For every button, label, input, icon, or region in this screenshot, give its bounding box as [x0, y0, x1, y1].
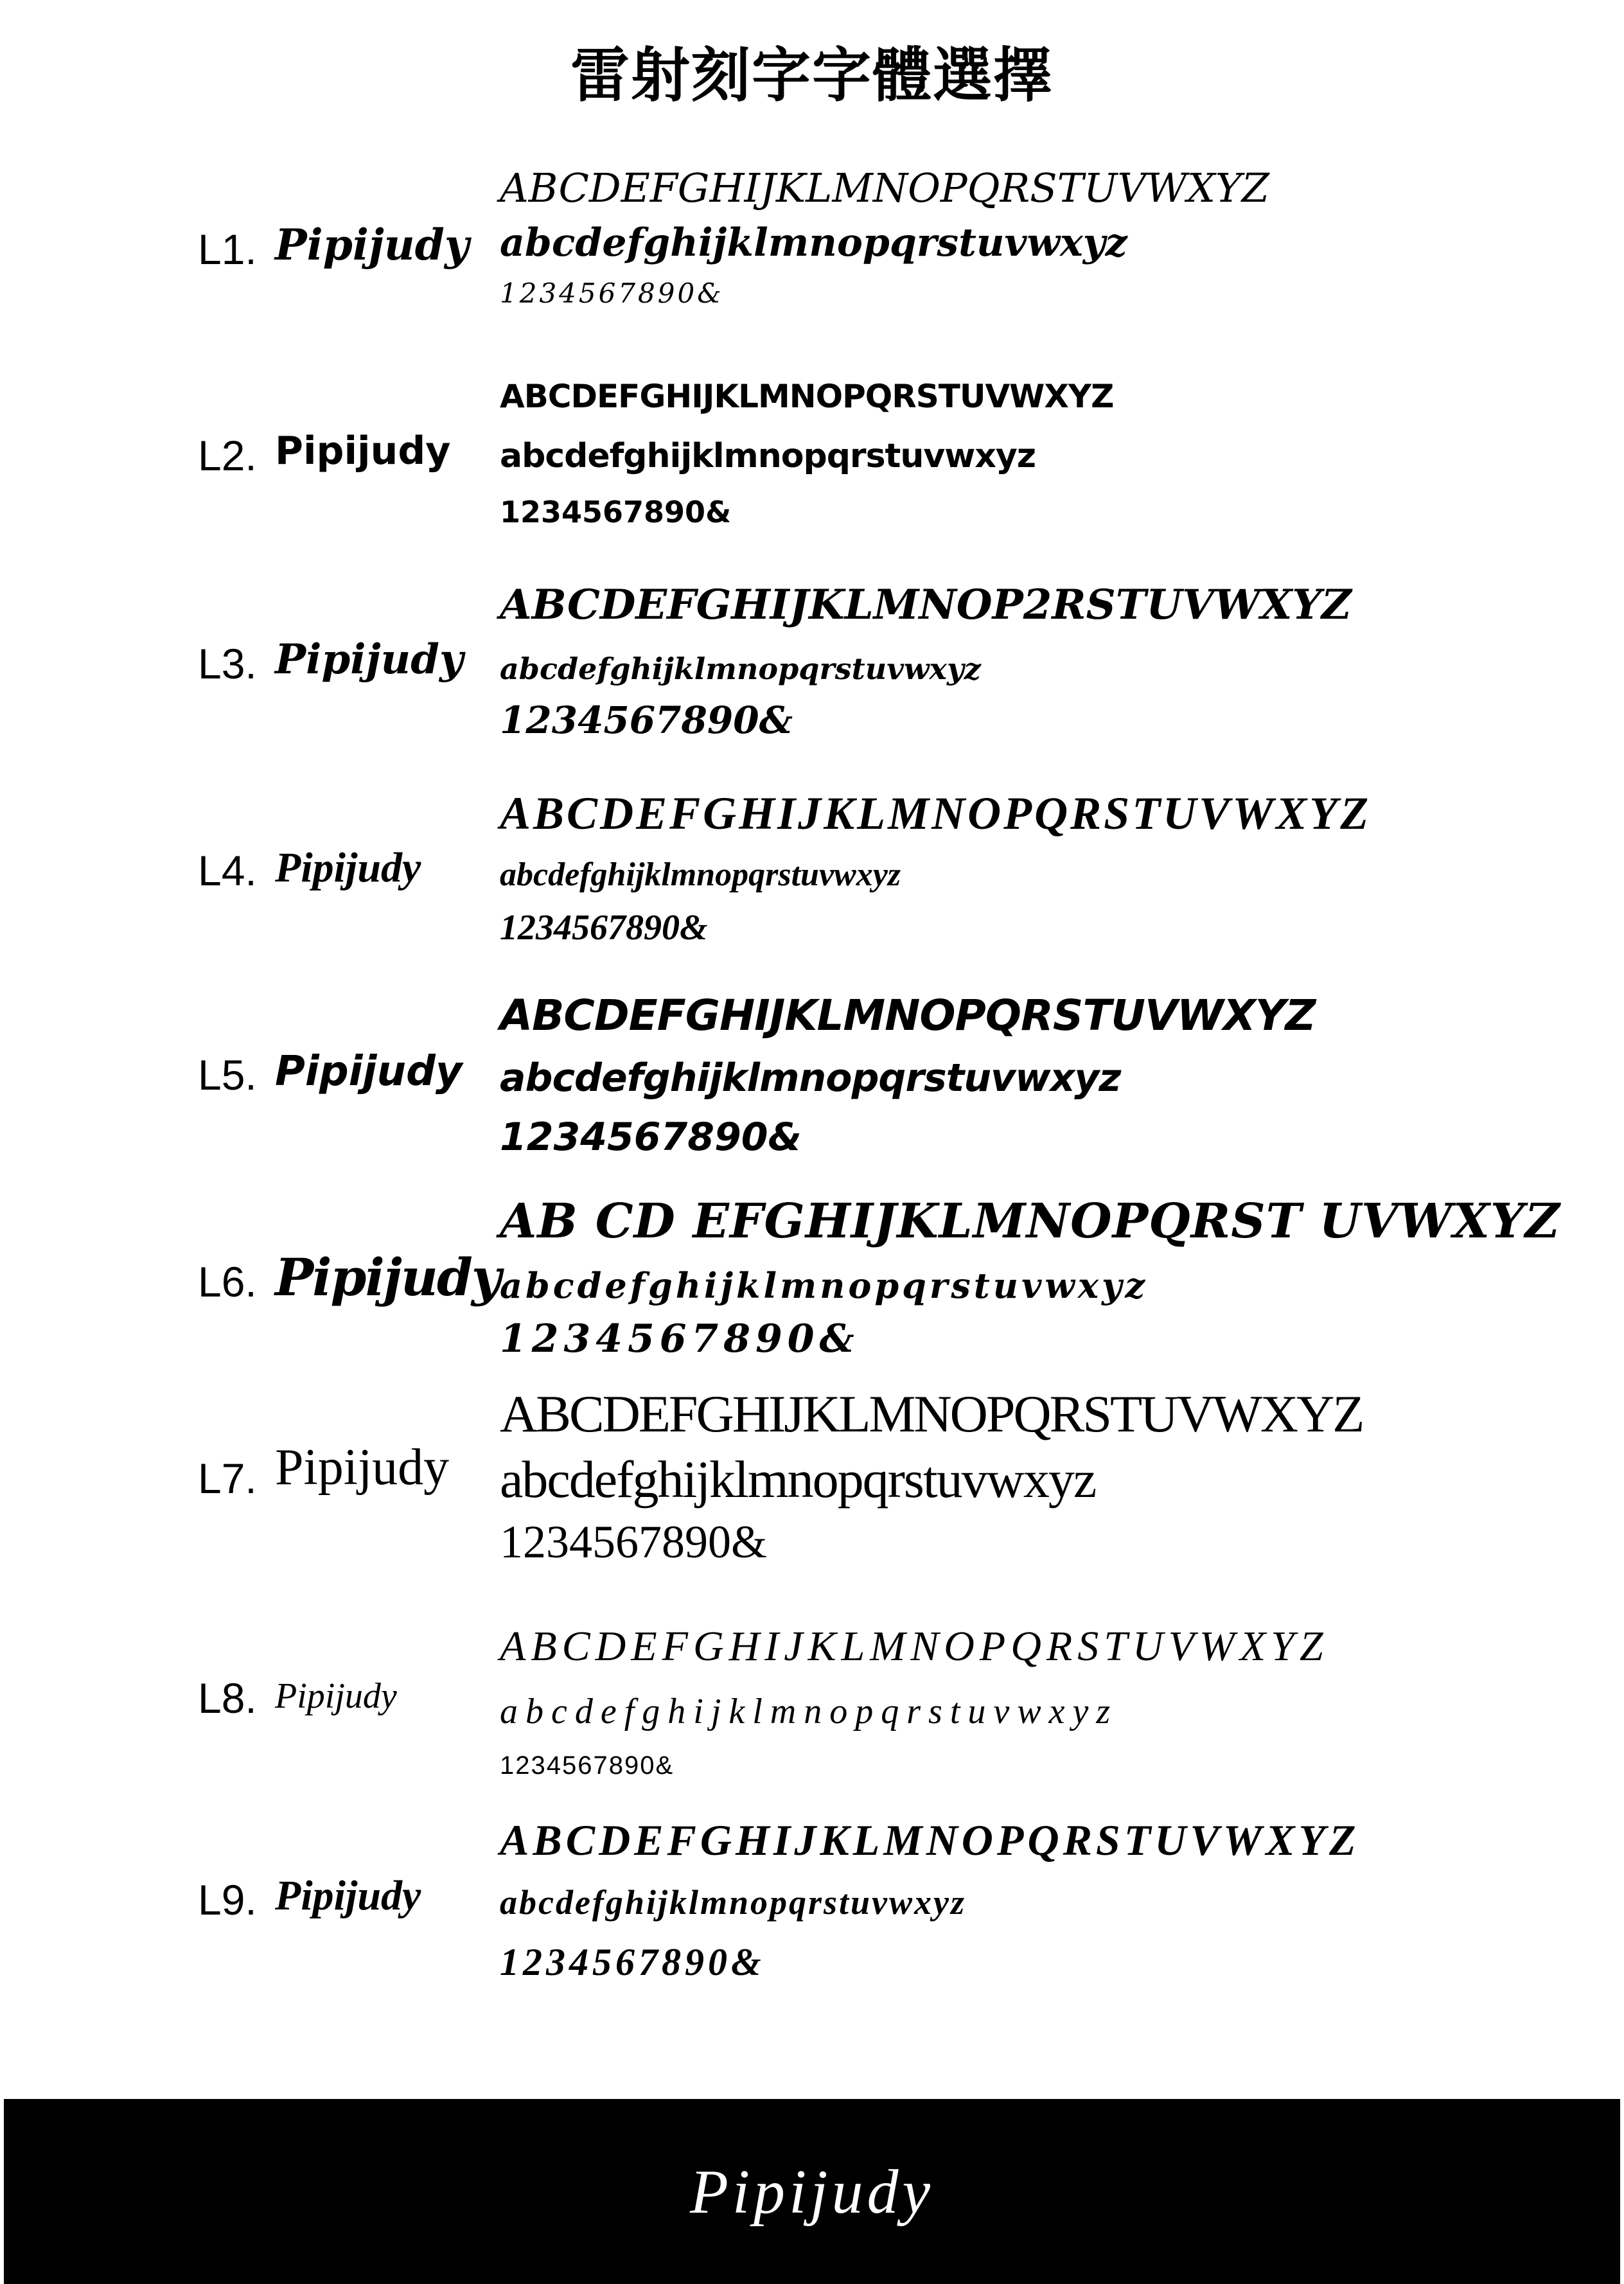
digits-sample: 1234567890& [500, 698, 793, 742]
uppercase-sample: ABCDEFGHIJKLMNOPQRSTUVWXYZ [500, 991, 1316, 1040]
font-code: L2. [198, 432, 257, 479]
font-name-sample: Pipijudy [275, 1872, 421, 1919]
digits-sample: 1234567890& [500, 495, 732, 529]
font-code: L1. [198, 226, 257, 273]
font-code: L8. [198, 1674, 257, 1722]
lowercase-sample: abcdefghijklmnopqrstuvwxyz [500, 437, 1036, 475]
font-code: L5. [198, 1051, 257, 1099]
digits-sample: 1234567890& [500, 908, 708, 948]
font-name-sample: Pipijudy [275, 1247, 500, 1307]
digits-sample: 1234567890& [500, 1316, 860, 1361]
uppercase-sample: ABCDEFGHIJKLMNOPQRSTUVWXYZ [500, 1385, 1363, 1443]
font-name-sample: Pipijudy [275, 1439, 450, 1496]
font-code: L6. [198, 1258, 257, 1306]
footer-band [4, 2099, 1620, 2284]
digits-sample: 1234567890& [500, 278, 724, 309]
uppercase-sample: ABCDEFGHIJKLMNOPQRSTUVWXYZ [500, 788, 1372, 839]
uppercase-sample: ABCDEFGHIJKLMNOPQRSTUVWXYZ [500, 1623, 1328, 1670]
lowercase-sample: abcdefghijklmnopqrstuvwxyz [500, 1450, 1096, 1509]
digits-sample: 1234567890& [500, 1516, 768, 1568]
uppercase-sample: AB CD EFGHIJKLMNOPQRST UVWXYZ [500, 1194, 1560, 1249]
font-name-sample: Pipijudy [275, 1048, 463, 1095]
font-code: L4. [198, 847, 257, 894]
digits-sample: 1234567890& [500, 1941, 765, 1983]
digits-sample: 1234567890& [500, 1115, 802, 1160]
page-title: 雷射刻字字體選擇 [570, 40, 1054, 110]
lowercase-sample: abcdefghijklmnopqrstuvwxyz [500, 1883, 967, 1922]
font-code: L7. [198, 1455, 257, 1502]
uppercase-sample: ABCDEFGHIJKLMNOPQRSTUVWXYZ [500, 1816, 1360, 1864]
lowercase-sample: abcdefghijklmnopqrstuvwxyz [500, 1692, 1118, 1731]
font-name-sample: Pipijudy [275, 635, 464, 684]
font-code: L9. [198, 1876, 257, 1924]
font-name-sample: Pipijudy [275, 220, 470, 270]
lowercase-sample: abcdefghijklmnopqrstuvwxyz [500, 1265, 1149, 1306]
lowercase-sample: abcdefghijklmnopqrstuvwxyz [500, 856, 901, 893]
lowercase-sample: abcdefghijklmnopqrstuvwxyz [500, 220, 1127, 265]
lowercase-sample: abcdefghijklmnopqrstuvwxyz [500, 651, 981, 686]
digits-sample: 1234567890& [500, 1751, 675, 1780]
font-code: L3. [198, 640, 257, 687]
uppercase-sample: ABCDEFGHIJKLMNOPQRSTUVWXYZ [500, 164, 1269, 211]
font-name-sample: Pipijudy [275, 1676, 397, 1716]
brand-signature: Pipijudy [689, 2157, 935, 2227]
font-name-sample: Pipijudy [275, 429, 451, 474]
uppercase-sample: ABCDEFGHIJKLMNOPQRSTUVWXYZ [500, 378, 1114, 415]
font-name-sample: Pipijudy [275, 844, 421, 891]
lowercase-sample: abcdefghijklmnopqrstuvwxyz [500, 1056, 1121, 1101]
uppercase-sample: ABCDEFGHIJKLMNOP2RSTUVWXYZ [500, 581, 1352, 629]
